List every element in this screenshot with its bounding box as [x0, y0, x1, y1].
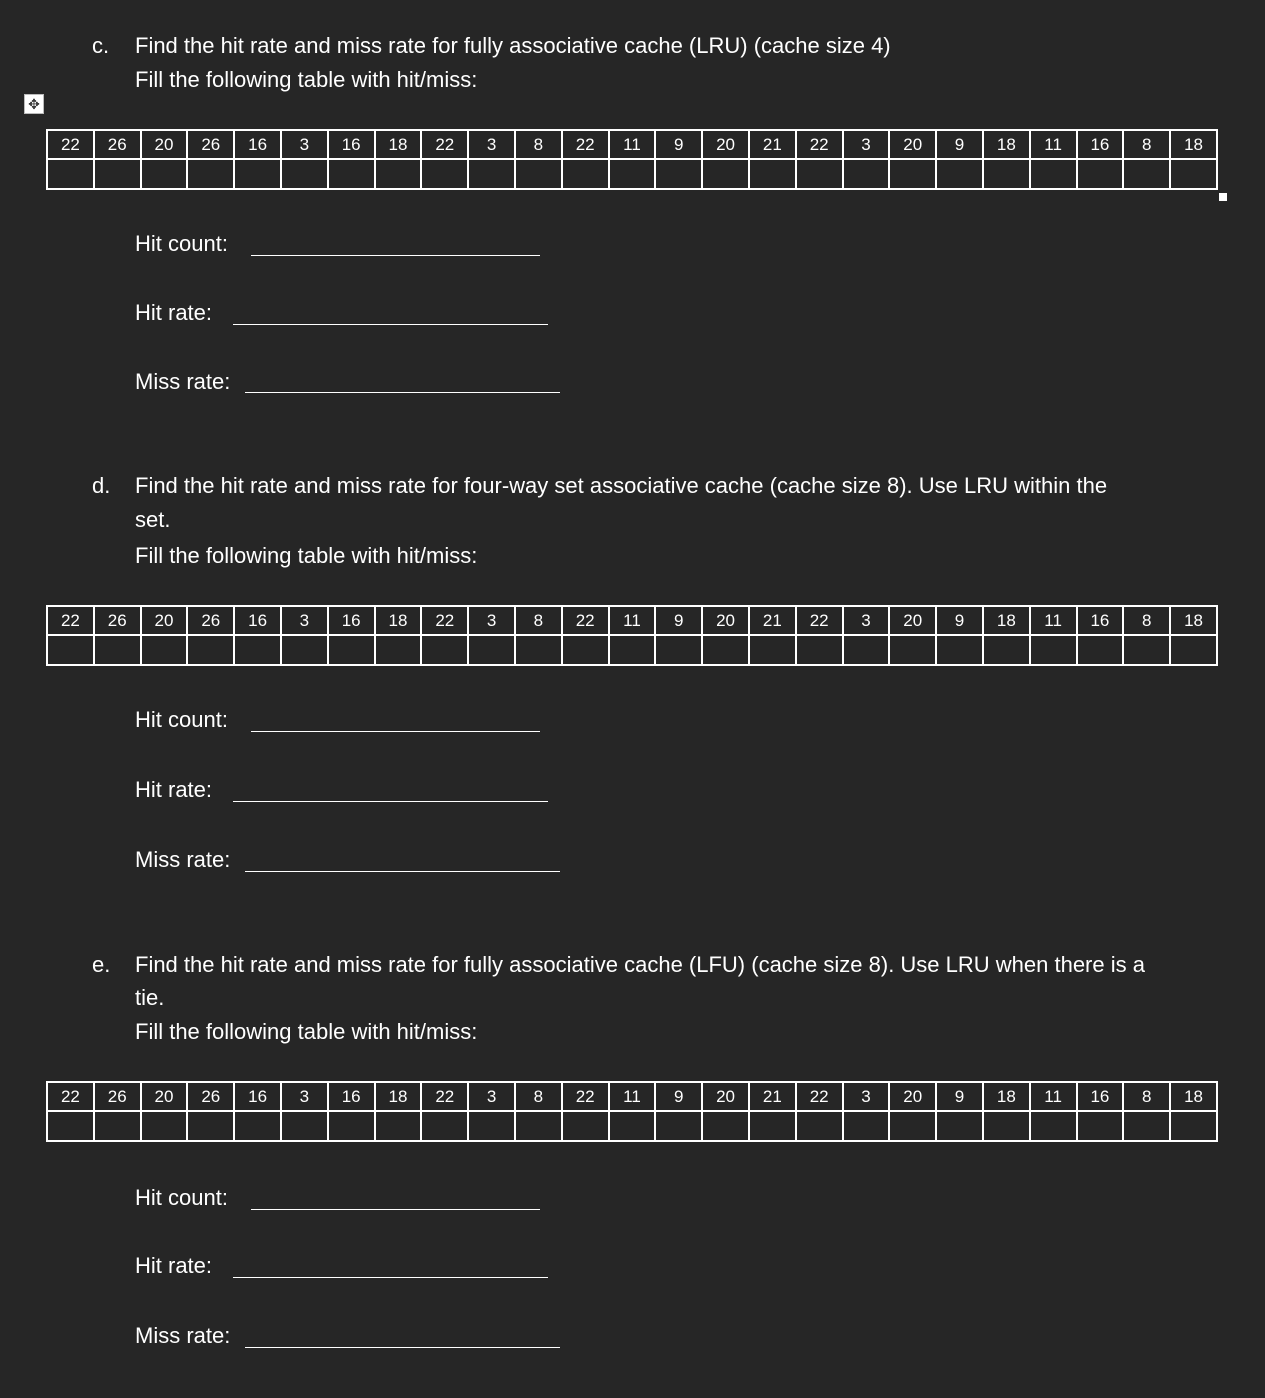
sequence-cell: 26: [94, 1082, 141, 1111]
part-c-marker: c.: [92, 33, 110, 58]
hit-miss-cell[interactable]: [936, 1111, 983, 1141]
part-d-instruction: Fill the following table with hit/miss:: [135, 543, 478, 568]
sequence-cell: 20: [702, 130, 749, 159]
part-c-hit-rate-blank[interactable]: [233, 324, 548, 325]
sequence-cell: 22: [562, 130, 609, 159]
part-e-instruction: Fill the following table with hit/miss:: [135, 1019, 478, 1044]
sequence-cell: 16: [328, 130, 375, 159]
hit-miss-cell[interactable]: [281, 1111, 328, 1141]
hit-miss-cell[interactable]: [141, 1111, 188, 1141]
part-c-miss-rate-blank[interactable]: [245, 392, 560, 393]
sequence-cell: 9: [655, 130, 702, 159]
sequence-cell: 3: [468, 130, 515, 159]
hit-miss-answer-row: [47, 159, 1217, 189]
hit-miss-cell[interactable]: [47, 159, 94, 189]
sequence-cell: 3: [468, 606, 515, 635]
hit-miss-cell[interactable]: [843, 635, 890, 665]
sequence-cell: 9: [936, 1082, 983, 1111]
sequence-cell: 22: [796, 130, 843, 159]
hit-miss-cell[interactable]: [796, 635, 843, 665]
hit-miss-cell[interactable]: [655, 159, 702, 189]
sequence-cell: 21: [749, 606, 796, 635]
sequence-cell: 9: [655, 1082, 702, 1111]
hit-miss-cell[interactable]: [1077, 1111, 1124, 1141]
sequence-cell: 3: [468, 1082, 515, 1111]
hit-miss-cell[interactable]: [562, 1111, 609, 1141]
sequence-cell: 3: [843, 130, 890, 159]
hit-miss-cell[interactable]: [983, 159, 1030, 189]
hit-miss-cell[interactable]: [94, 159, 141, 189]
sequence-cell: 16: [328, 606, 375, 635]
hit-miss-cell[interactable]: [1077, 635, 1124, 665]
part-e-miss-rate-label: Miss rate:: [135, 1323, 231, 1348]
hit-miss-cell[interactable]: [47, 635, 94, 665]
part-e-hit-count-label: Hit count:: [135, 1185, 228, 1210]
sequence-cell: 11: [1030, 606, 1077, 635]
sequence-cell: 22: [47, 130, 94, 159]
sequence-cell: 16: [1077, 1082, 1124, 1111]
hit-miss-cell[interactable]: [281, 635, 328, 665]
sequence-cell: 20: [702, 606, 749, 635]
sequence-cell: 18: [375, 606, 422, 635]
sequence-cell: 8: [515, 1082, 562, 1111]
hit-miss-cell[interactable]: [421, 1111, 468, 1141]
table-move-handle-icon[interactable]: ✥: [24, 94, 44, 114]
sequence-cell: 26: [187, 130, 234, 159]
sequence-cell: 8: [1123, 606, 1170, 635]
hit-miss-cell[interactable]: [187, 635, 234, 665]
part-e-marker: e.: [92, 952, 111, 977]
sequence-cell: 16: [328, 1082, 375, 1111]
access-sequence-row: [47, 1082, 1217, 1111]
hit-miss-cell[interactable]: [1170, 1111, 1217, 1141]
hit-miss-cell[interactable]: [796, 159, 843, 189]
part-e-hit-count-blank[interactable]: [251, 1209, 540, 1210]
sequence-cell: 18: [375, 130, 422, 159]
sequence-cell: 20: [889, 1082, 936, 1111]
sequence-cell: 18: [983, 130, 1030, 159]
hit-miss-cell[interactable]: [1030, 159, 1077, 189]
sequence-cell: 26: [94, 606, 141, 635]
hit-miss-cell[interactable]: [655, 635, 702, 665]
hit-miss-cell[interactable]: [749, 635, 796, 665]
sequence-cell: 8: [1123, 130, 1170, 159]
part-d-hit-count-label: Hit count:: [135, 707, 228, 732]
hit-miss-cell[interactable]: [983, 635, 1030, 665]
hit-miss-cell[interactable]: [562, 159, 609, 189]
hit-miss-cell[interactable]: [983, 1111, 1030, 1141]
part-c-hit-miss-table: [46, 129, 1218, 190]
hit-miss-cell[interactable]: [234, 635, 281, 665]
sequence-cell: 26: [94, 130, 141, 159]
sequence-cell: 9: [936, 130, 983, 159]
hit-miss-cell[interactable]: [468, 635, 515, 665]
hit-miss-cell[interactable]: [187, 1111, 234, 1141]
sequence-cell: 3: [843, 606, 890, 635]
hit-miss-cell[interactable]: [234, 1111, 281, 1141]
part-d-marker: d.: [92, 473, 111, 498]
hit-miss-cell[interactable]: [609, 1111, 656, 1141]
sequence-cell: 8: [515, 606, 562, 635]
part-d-hit-rate-label: Hit rate:: [135, 777, 213, 802]
part-c-miss-rate-label: Miss rate:: [135, 369, 231, 394]
hit-miss-cell[interactable]: [749, 159, 796, 189]
hit-miss-cell[interactable]: [843, 1111, 890, 1141]
hit-miss-cell[interactable]: [94, 635, 141, 665]
hit-miss-cell[interactable]: [515, 159, 562, 189]
hit-miss-answer-row: [47, 1111, 1217, 1141]
sequence-cell: 18: [1170, 606, 1217, 635]
hit-miss-cell[interactable]: [141, 159, 188, 189]
hit-miss-cell[interactable]: [1030, 635, 1077, 665]
hit-miss-cell[interactable]: [375, 635, 422, 665]
hit-miss-cell[interactable]: [889, 1111, 936, 1141]
sequence-cell: 3: [281, 1082, 328, 1111]
hit-miss-cell[interactable]: [702, 1111, 749, 1141]
part-d-question: Find the hit rate and miss rate for four-way set associative cache (cache size 8). Use LRU within the: [135, 473, 1108, 498]
hit-miss-cell[interactable]: [328, 159, 375, 189]
hit-miss-cell[interactable]: [468, 1111, 515, 1141]
sequence-cell: 20: [141, 606, 188, 635]
sequence-cell: 16: [234, 1082, 281, 1111]
sequence-cell: 20: [141, 1082, 188, 1111]
hit-miss-cell[interactable]: [609, 635, 656, 665]
hit-miss-cell[interactable]: [702, 159, 749, 189]
sequence-cell: 22: [421, 130, 468, 159]
part-e-hit-rate-label: Hit rate:: [135, 1253, 213, 1278]
table-resize-handle[interactable]: [1219, 193, 1227, 201]
sequence-cell: 11: [609, 606, 656, 635]
hit-miss-cell[interactable]: [234, 159, 281, 189]
sequence-cell: 18: [983, 606, 1030, 635]
hit-miss-cell[interactable]: [562, 635, 609, 665]
sequence-cell: 16: [1077, 606, 1124, 635]
sequence-cell: 18: [1170, 130, 1217, 159]
sequence-cell: 8: [1123, 1082, 1170, 1111]
sequence-cell: 21: [749, 1082, 796, 1111]
sequence-cell: 3: [843, 1082, 890, 1111]
access-sequence-row: [47, 606, 1217, 635]
sequence-cell: 18: [983, 1082, 1030, 1111]
sequence-cell: 16: [1077, 130, 1124, 159]
sequence-cell: 11: [609, 1082, 656, 1111]
sequence-cell: 22: [47, 1082, 94, 1111]
sequence-cell: 16: [234, 130, 281, 159]
part-c-hit-rate-label: Hit rate:: [135, 300, 213, 325]
part-d-hit-count-blank[interactable]: [251, 731, 540, 732]
hit-miss-cell[interactable]: [375, 1111, 422, 1141]
hit-miss-cell[interactable]: [655, 1111, 702, 1141]
sequence-cell: 11: [1030, 130, 1077, 159]
hit-miss-cell[interactable]: [1123, 1111, 1170, 1141]
hit-miss-cell[interactable]: [609, 159, 656, 189]
part-d-hit-miss-table: [46, 605, 1218, 666]
sequence-cell: 9: [655, 606, 702, 635]
hit-miss-cell[interactable]: [1170, 159, 1217, 189]
hit-miss-answer-row: [47, 635, 1217, 665]
hit-miss-cell[interactable]: [889, 635, 936, 665]
part-d-hit-rate-blank[interactable]: [233, 801, 548, 802]
access-sequence-row: [47, 130, 1217, 159]
sequence-cell: 11: [609, 130, 656, 159]
hit-miss-cell[interactable]: [749, 1111, 796, 1141]
sequence-cell: 22: [796, 1082, 843, 1111]
sequence-cell: 8: [515, 130, 562, 159]
hit-miss-cell[interactable]: [936, 159, 983, 189]
sequence-cell: 3: [281, 130, 328, 159]
hit-miss-cell[interactable]: [141, 635, 188, 665]
sequence-cell: 21: [749, 130, 796, 159]
hit-miss-cell[interactable]: [328, 1111, 375, 1141]
hit-miss-cell[interactable]: [468, 159, 515, 189]
hit-miss-cell[interactable]: [515, 1111, 562, 1141]
sequence-cell: 22: [796, 606, 843, 635]
sequence-cell: 22: [562, 1082, 609, 1111]
sequence-cell: 9: [936, 606, 983, 635]
hit-miss-cell[interactable]: [421, 159, 468, 189]
sequence-cell: 18: [1170, 1082, 1217, 1111]
part-e-question: Find the hit rate and miss rate for fully associative cache (LFU) (cache size 8). Use LRU when there is a: [135, 952, 1145, 977]
part-c-question: Find the hit rate and miss rate for fully associative cache (LRU) (cache size 4): [135, 33, 891, 58]
hit-miss-cell[interactable]: [1123, 635, 1170, 665]
sequence-cell: 20: [702, 1082, 749, 1111]
part-d-question-cont: set.: [135, 507, 171, 532]
part-c-hit-count-blank[interactable]: [251, 255, 540, 256]
hit-miss-cell[interactable]: [889, 159, 936, 189]
part-e-miss-rate-blank[interactable]: [245, 1347, 560, 1348]
hit-miss-cell[interactable]: [375, 159, 422, 189]
sequence-cell: 18: [375, 1082, 422, 1111]
part-d-miss-rate-blank[interactable]: [245, 871, 560, 872]
sequence-cell: 16: [234, 606, 281, 635]
hit-miss-cell[interactable]: [281, 159, 328, 189]
hit-miss-cell[interactable]: [1077, 159, 1124, 189]
sequence-cell: 26: [187, 1082, 234, 1111]
hit-miss-cell[interactable]: [94, 1111, 141, 1141]
hit-miss-cell[interactable]: [1030, 1111, 1077, 1141]
hit-miss-cell[interactable]: [796, 1111, 843, 1141]
sequence-cell: 26: [187, 606, 234, 635]
sequence-cell: 22: [421, 1082, 468, 1111]
part-c-hit-count-label: Hit count:: [135, 231, 228, 256]
hit-miss-cell[interactable]: [47, 1111, 94, 1141]
hit-miss-cell[interactable]: [702, 635, 749, 665]
sequence-cell: 3: [281, 606, 328, 635]
sequence-cell: 22: [47, 606, 94, 635]
part-e-hit-miss-table: [46, 1081, 1218, 1142]
part-e-hit-rate-blank[interactable]: [233, 1277, 548, 1278]
sequence-cell: 11: [1030, 1082, 1077, 1111]
hit-miss-cell[interactable]: [936, 635, 983, 665]
sequence-cell: 22: [562, 606, 609, 635]
sequence-cell: 20: [141, 130, 188, 159]
hit-miss-cell[interactable]: [1170, 635, 1217, 665]
part-d-miss-rate-label: Miss rate:: [135, 847, 231, 872]
sequence-cell: 20: [889, 606, 936, 635]
part-c-instruction: Fill the following table with hit/miss:: [135, 67, 478, 92]
hit-miss-cell[interactable]: [515, 635, 562, 665]
part-e-question-cont: tie.: [135, 985, 165, 1010]
hit-miss-cell[interactable]: [328, 635, 375, 665]
hit-miss-cell[interactable]: [1123, 159, 1170, 189]
hit-miss-cell[interactable]: [187, 159, 234, 189]
sequence-cell: 22: [421, 606, 468, 635]
hit-miss-cell[interactable]: [843, 159, 890, 189]
sequence-cell: 20: [889, 130, 936, 159]
hit-miss-cell[interactable]: [421, 635, 468, 665]
